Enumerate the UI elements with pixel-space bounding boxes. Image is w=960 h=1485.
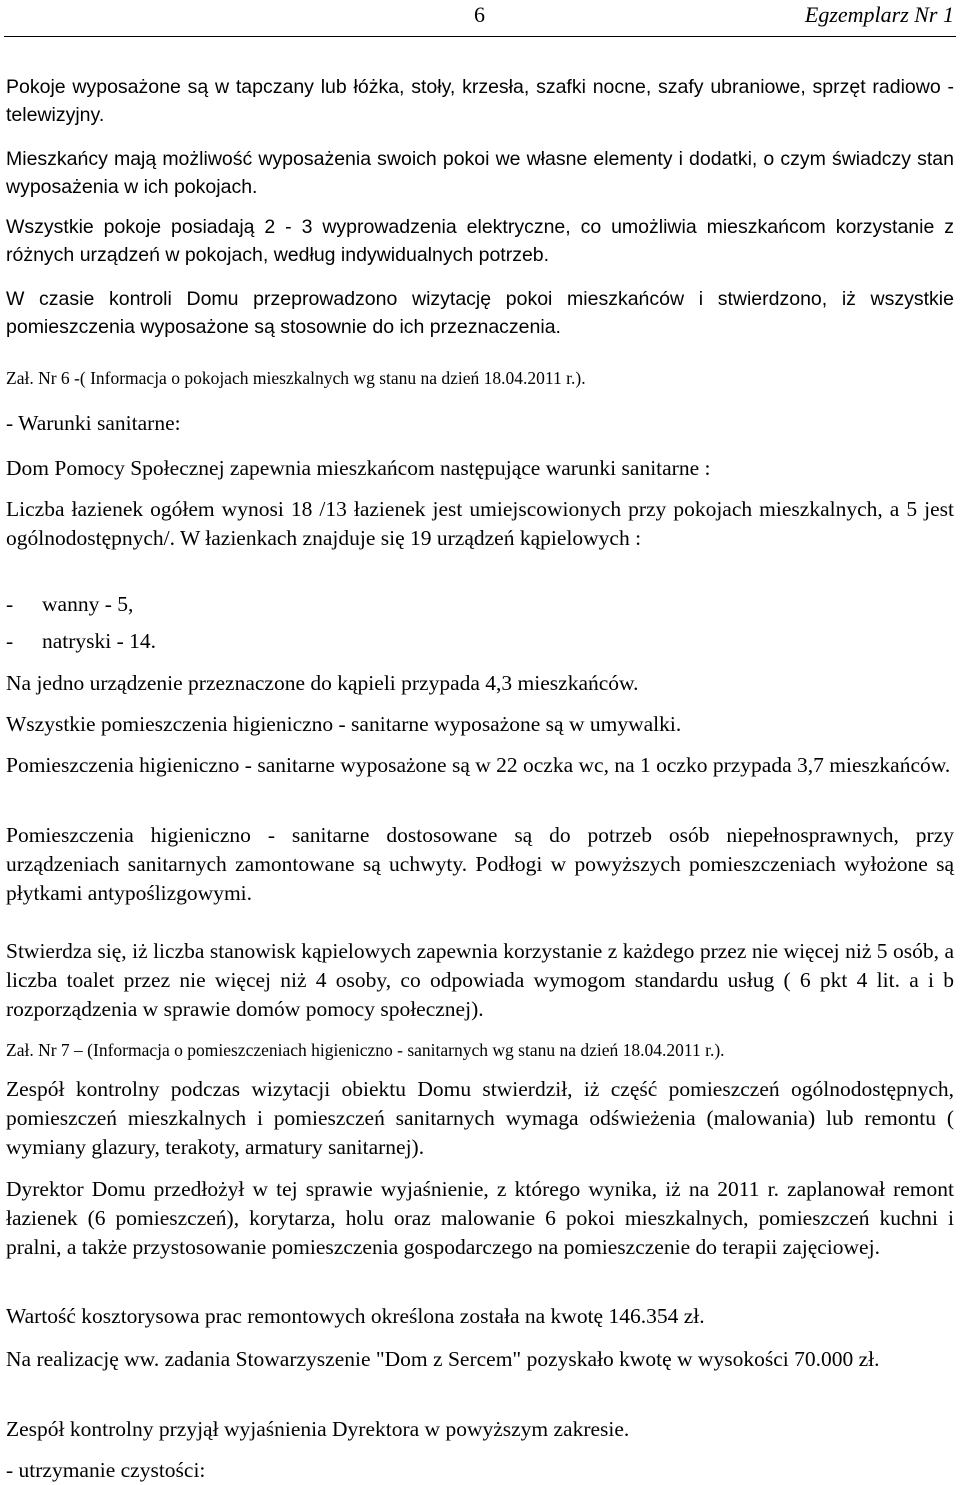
paragraph-renovation-need: Zespół kontrolny podczas wizytacji obiektu Domu stwierdził, iż część pomieszczeń ogólnodostępnych, pomieszczeń mieszkalnych i pomieszczeń sanitarnych wymaga odświeżenia (malowania) lub remontu ( wymiany glazury, terakoty, armatury sanitarnej). <box>6 1077 954 1159</box>
paragraph-sanitary-intro: Dom Pomocy Społecznej zapewnia mieszkańcom następujące warunki sanitarne : <box>6 456 711 480</box>
attachment-note-7: Zał. Nr 7 – (Informacja o pomieszczeniach higieniczno - sanitarnych wg stanu na dzień 18.04.2011 r.). <box>6 1040 725 1060</box>
paragraph-resident-furnishing: Mieszkańcy mają możliwość wyposażenia swoich pokoi we własne elementy i dodatki, o czym świadczy stan wyposażenia w ich pokojach. <box>6 148 954 198</box>
paragraph-funding: Na realizację ww. zadania Stowarzyszenie "Dom z Sercem" pozyskało kwotę w wysokości 70.000 zł. <box>6 1347 880 1371</box>
paragraph-explanation-accepted: Zespół kontrolny przyjął wyjaśnienia Dyrektora w powyższym zakresie. <box>6 1417 630 1441</box>
list-item <box>6 627 156 656</box>
list-dash: - <box>6 592 14 616</box>
paragraph-room-furnishing: Pokoje wyposażone są w tapczany lub łóżka, stoły, krzesła, szafki nocne, szafy ubraniowe, sprzęt radiowo - telewizyjny. <box>6 76 954 126</box>
attachment-note-6: Zał. Nr 6 -( Informacja o pokojach mieszkalnych wg stanu na dzień 18.04.2011 r.). <box>6 368 586 388</box>
section-heading-sanitary: - Warunki sanitarne: <box>6 411 181 435</box>
page-number: 6 <box>474 2 485 27</box>
list-item-text: wanny - 5, <box>42 592 134 616</box>
paragraph-electrical-outlets: Wszystkie pokoje posiadają 2 - 3 wyprowadzenia elektryczne, co umożliwia mieszkańcom korzystanie z różnych urządzeń w pokojach, według indywidualnych potrzeb. <box>6 216 954 266</box>
paragraph-director-explanation: Dyrektor Domu przedłożył w tej sprawie wyjaśnienie, z którego wynika, iż na 2011 r. zaplanował remont łazienek (6 pomieszczeń), korytarza, holu oraz malowanie 6 pokoi mieszkalnych, pomieszczeń kuchni i pralni, a także przystosowanie pomieszczenia gospodarczego na pomieszczenie do terapii zajęciowej. <box>6 1177 954 1259</box>
paragraph-cost-estimate: Wartość kosztorysowa prac remontowych określona została na kwotę 146.354 zł. <box>6 1304 705 1328</box>
paragraph-bathrooms-count: Liczba łazienek ogółem wynosi 18 /13 łazienek jest umiejscowionych przy pokojach mieszkalnych, a 5 jest ogólnodostępnych/. W łazienkach znajduje się 19 urządzeń kąpielowych : <box>6 497 954 550</box>
list-item <box>6 590 133 619</box>
list-item-text: natryski - 14. <box>42 629 157 653</box>
list-dash: - <box>6 629 14 653</box>
copy-label: Egzemplarz Nr 1 <box>804 2 954 27</box>
header-rule <box>4 36 956 37</box>
paragraph-inspection-visit: W czasie kontroli Domu przeprowadzono wizytację pokoi mieszkańców i stwierdzono, iż wszystkie pomieszczenia wyposażone są stosownie do ich przeznaczenia. <box>6 288 954 338</box>
paragraph-standard-compliance: Stwierdza się, iż liczba stanowisk kąpielowych zapewnia korzystanie z każdego przez nie więcej niż 5 osób, a liczba toalet przez nie więcej niż 4 osoby, co odpowiada wymogom standardu usług ( 6 pkt 4 lit. a i b rozporządzenia w sprawie domów pomocy społecznej). <box>6 939 954 1021</box>
paragraph-washbasins: Wszystkie pomieszczenia higieniczno - sanitarne wyposażone są w umywalki. <box>6 712 682 736</box>
paragraph-toilets-ratio: Pomieszczenia higieniczno - sanitarne wyposażone są w 22 oczka wc, na 1 oczko przypada 3,7 mieszkańców. <box>6 753 951 777</box>
paragraph-bath-ratio: Na jedno urządzenie przeznaczone do kąpieli przypada 4,3 mieszkańców. <box>6 671 639 695</box>
section-heading-cleanliness: - utrzymanie czystości: <box>6 1458 206 1482</box>
paragraph-accessibility: Pomieszczenia higieniczno - sanitarne dostosowane są do potrzeb osób niepełnosprawnych, przy urządzeniach sanitarnych zamontowane są uchwyty. Podłogi w powyższych pomieszczeniach wyłożone są płytkami antypoślizgowymi. <box>6 823 954 905</box>
